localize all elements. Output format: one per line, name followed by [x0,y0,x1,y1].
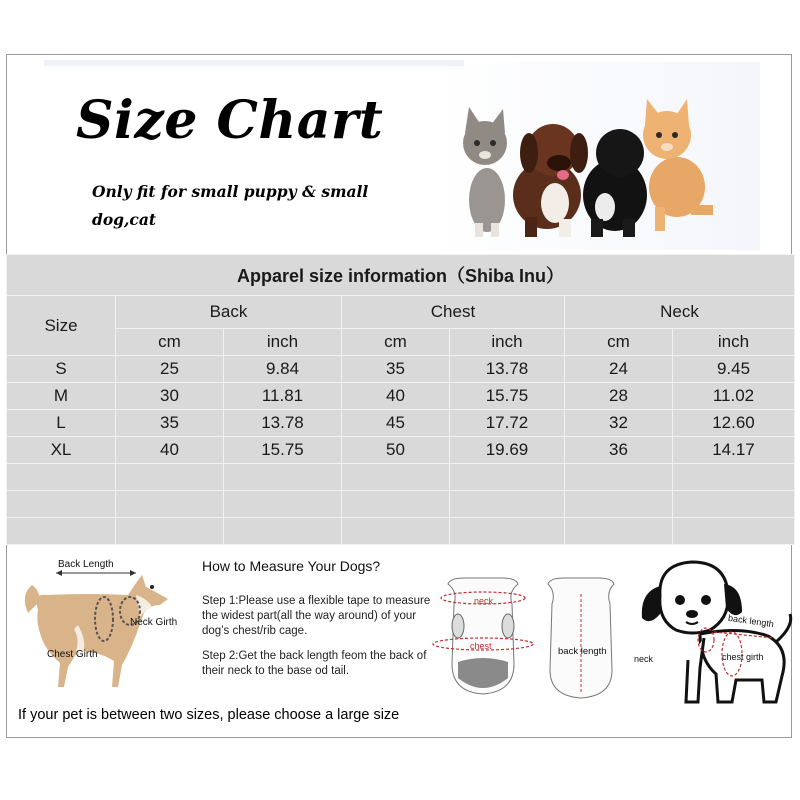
table-cell: 35 [116,410,224,437]
step-1-text: Step 1:Please use a flexible tape to measure the widest part(all the way around) of your dog’s chest/rib cage. [202,595,431,637]
puppy-line-drawing [630,556,800,706]
table-cell: 50 [342,437,450,464]
back-length-label: Back Length [58,559,114,570]
orange-kitten-image [643,99,713,231]
table-cell: 24 [565,356,673,383]
table-cell: 13.78 [224,410,342,437]
table-cell: 28 [565,383,673,410]
table-cell: 9.84 [224,356,342,383]
garment-chest-label: chest [470,641,492,651]
table-cell: 9.45 [673,356,795,383]
table-cell: 19.69 [450,437,565,464]
chest-girth-label: Chest Girth [47,649,98,660]
table-cell: 25 [116,356,224,383]
empty-table-row [7,464,795,491]
unit-header: cm [116,329,224,356]
table-caption: Apparel size information（Shiba Inu） [7,255,795,296]
page-title: Size Chart [76,90,384,151]
group-header-neck: Neck [565,296,795,329]
table-row [7,356,795,383]
table-cell: 11.81 [224,383,342,410]
table-cell: 14.17 [673,437,795,464]
table-cell: 40 [342,383,450,410]
table-cell: 17.72 [450,410,565,437]
puppy-back-length-label: back length [727,612,775,630]
black-puppy-image [583,129,647,237]
table-cell: 35 [342,356,450,383]
puppy-chest-girth-label: chest girth [722,652,764,662]
size-column-header: Size [7,296,116,356]
empty-table-row [7,518,795,545]
table-cell: 32 [565,410,673,437]
garment-back-diagram [538,574,624,704]
table-cell: 13.78 [450,356,565,383]
group-header-back: Back [116,296,342,329]
table-row [7,437,795,464]
table-cell: 40 [116,437,224,464]
step-2-text: Step 2:Get the back length feom the back of their neck to the base od tail. [202,650,427,677]
empty-table-row [7,491,795,518]
table-cell: 45 [342,410,450,437]
table-cell: 15.75 [224,437,342,464]
garment-front-diagram [428,574,538,704]
group-header-chest: Chest [342,296,565,329]
table-row [7,410,795,437]
how-to-measure-title: How to Measure Your Dogs? [202,558,381,574]
garment-back-length-label: back length [558,646,607,657]
table-cell: 36 [565,437,673,464]
size-advice-note: If your pet is between two sizes, please choose a large size [18,707,400,723]
unit-header: inch [224,329,342,356]
table-cell: 15.75 [450,383,565,410]
neck-girth-label: Neck Girth [130,617,178,628]
size-cell: L [7,410,116,437]
unit-header: inch [673,329,795,356]
garment-neck-label: neck [474,596,494,606]
table-cell: 11.02 [673,383,795,410]
table-cell: 30 [116,383,224,410]
table-row [7,383,795,410]
unit-header: inch [450,329,565,356]
puppy-neck-label: neck [634,654,654,664]
unit-header: cm [342,329,450,356]
table-cell: 12.60 [673,410,795,437]
size-table [6,254,795,545]
brown-puppy-image [513,124,588,237]
size-cell: M [7,383,116,410]
unit-header: cm [565,329,673,356]
pets-photo [455,95,715,240]
subtitle: Only fit for small puppy & small dog,cat [92,182,369,229]
header-decoration [44,60,464,66]
grey-kitten-image [463,107,507,237]
size-cell: XL [7,437,116,464]
size-cell: S [7,356,116,383]
